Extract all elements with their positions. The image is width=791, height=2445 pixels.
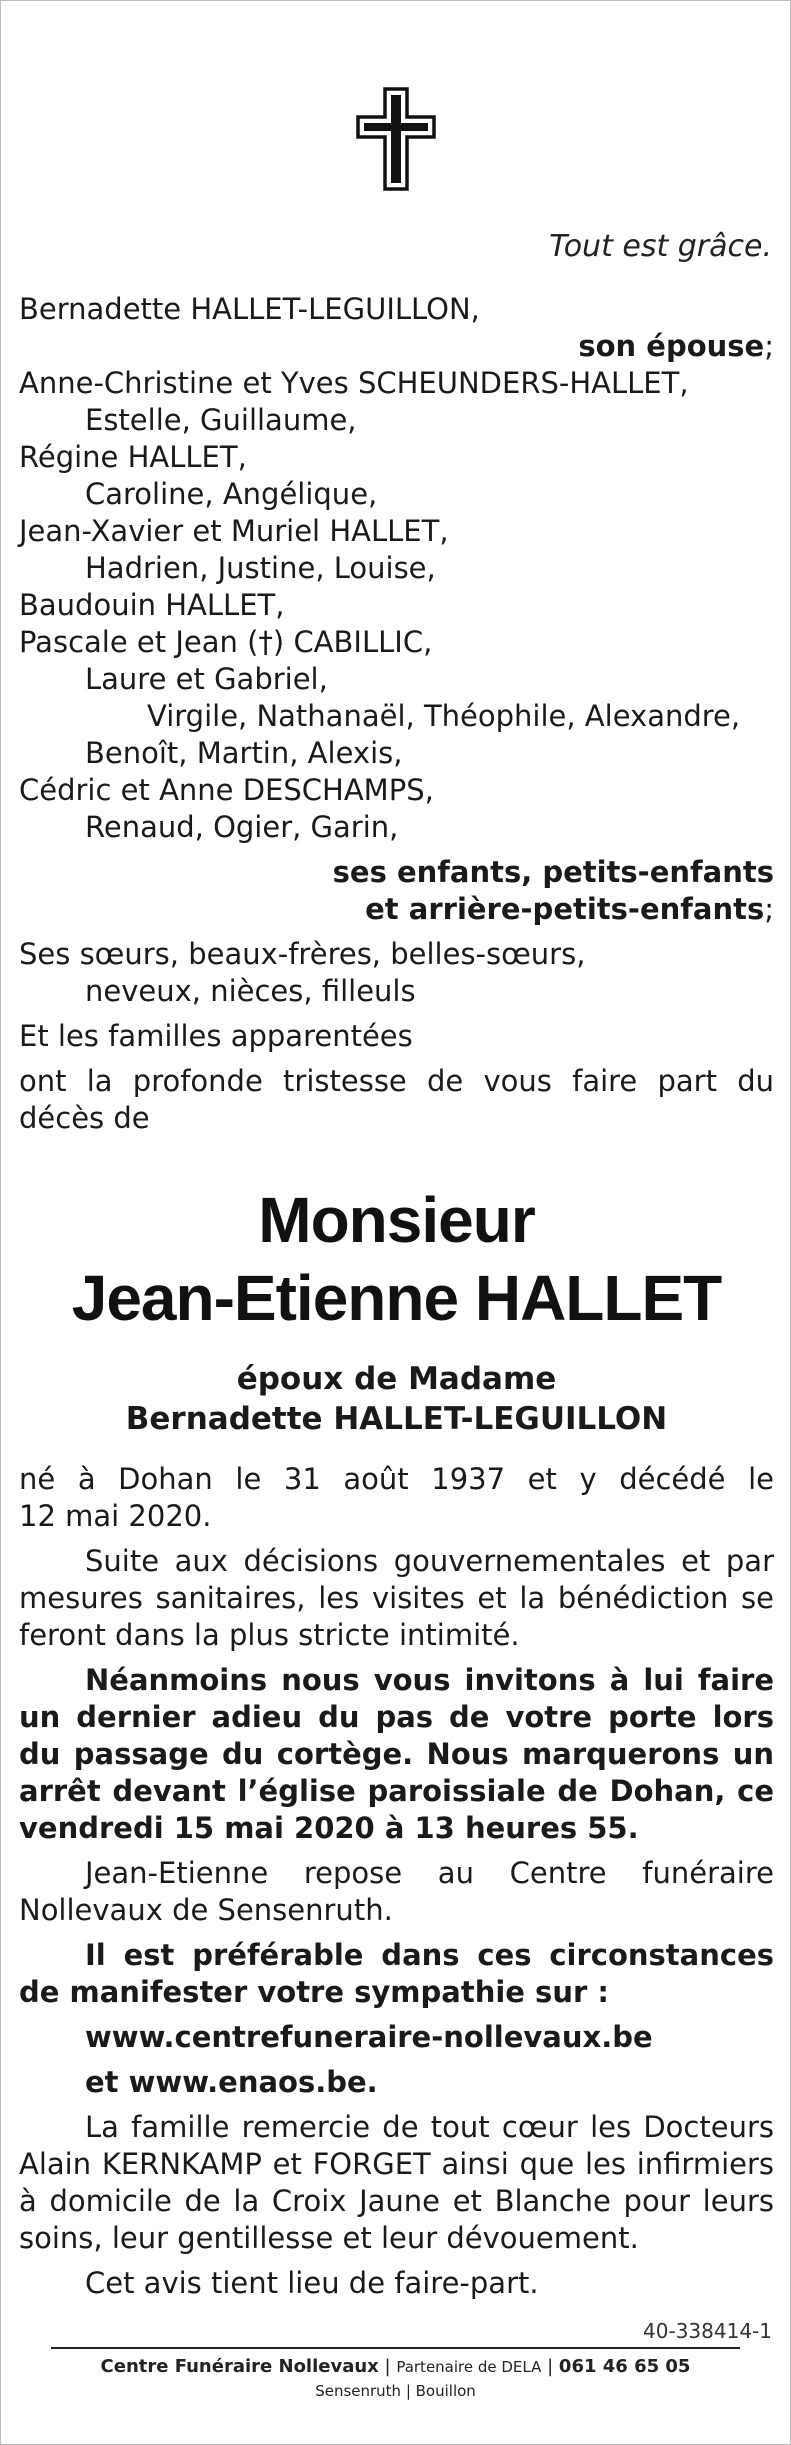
spouse-of-line: époux de Madame: [236, 1361, 557, 1397]
family-line: Cédric et Anne DESCHAMPS,: [19, 773, 434, 807]
funeral-home-location: Sensenruth | Bouillon: [315, 2382, 476, 2400]
family-line: Jean-Xavier et Muriel HALLET,: [19, 514, 449, 548]
siblings-line: neveux, nièces, filleuls: [85, 974, 416, 1008]
paragraph-closing: Cet avis tient lieu de faire-part.: [85, 2266, 539, 2300]
spouse-role: son épouse;: [578, 329, 774, 363]
family-line: Renaud, Ogier, Garin,: [85, 810, 399, 844]
paragraph-rest: Jean-Etienne repose au Centre funéraire Nollevaux de Sensenruth.: [19, 1856, 774, 1927]
funeral-home-name: Centre Funéraire Nollevaux: [100, 2356, 379, 2377]
family-line: Pascale et Jean (†) CABILLIC,: [19, 625, 433, 659]
cross-icon: [356, 87, 436, 191]
family-line: Estelle, Guillaume,: [85, 403, 357, 437]
partner-label: Partenaire de DELA: [396, 2358, 542, 2376]
family-line: Hadrien, Justine, Louise,: [85, 551, 436, 585]
deceased-name: Jean-Etienne HALLET: [71, 1262, 722, 1334]
paragraph-thanks: La famille remercie de tout cœur les Docteurs Alain KERNKAMP et FORGET ainsi que les infirmiers à domicile de la Croix Jaune et Blanche pour leurs soins, leur gentillesse et leur dévouement.: [19, 2110, 774, 2255]
family-line: Anne-Christine et Yves SCHEUNDERS-HALLET,: [19, 366, 689, 400]
reference-number: 40-338414-1: [643, 2319, 772, 2343]
funeral-home-footer: Centre Funéraire Nollevaux | Partenaire de DELA | 061 46 65 05 Sensenruth | Bouillon: [51, 2347, 740, 2403]
death-date-line: 12 mai 2020.: [19, 1499, 212, 1533]
phone-number[interactable]: 061 46 65 05: [558, 2356, 691, 2377]
obituary-body: [19, 291, 774, 2302]
grandchildren-role: et arrière-petits-enfants;: [365, 892, 774, 926]
family-line: Baudouin HALLET,: [19, 588, 285, 622]
family-line: Laure et Gabriel,: [85, 662, 328, 696]
paragraph-measures: Suite aux décisions gouvernementales et par mesures sanitaires, les visites et la bénédiction se feront dans la plus stricte intimité.: [19, 1544, 774, 1652]
relatives-line: Et les familles apparentées: [19, 1019, 413, 1053]
spouse-name: Bernadette HALLET-LEGUILLON,: [19, 292, 480, 326]
family-line: Caroline, Angélique,: [85, 477, 378, 511]
birth-line: né à Dohan le 31 août 1937 et y décédé le: [19, 1462, 774, 1496]
announcement-line: ont la profonde tristesse de vous faire part du: [19, 1064, 774, 1098]
family-line: Régine HALLET,: [19, 440, 247, 474]
siblings-line: Ses sœurs, beaux-frères, belles-sœurs,: [19, 937, 586, 971]
paragraph-sympathy: Il est préférable dans ces circonstances de manifester votre sympathie sur :: [19, 1938, 774, 2009]
website-link-2[interactable]: et www.enaos.be.: [85, 2065, 378, 2099]
paragraph-cortege: Néanmoins nous vous invitons à lui faire un dernier adieu du pas de votre porte lors du passage du cortège. Nous marquerons un arrêt devant l’église paroissiale de Dohan, ce vendredi 15 mai 2020 à 13 heures 55.: [19, 1663, 774, 1845]
website-link[interactable]: www.centrefuneraire-nollevaux.be: [85, 2020, 653, 2054]
deceased-title: Monsieur: [258, 1184, 535, 1256]
children-role: ses enfants, petits-enfants: [332, 855, 774, 889]
spouse-of-name: Bernadette HALLET-LEGUILLON: [125, 1401, 668, 1437]
family-line: Benoît, Martin, Alexis,: [85, 736, 403, 770]
family-line: Virgile, Nathanaël, Théophile, Alexandre,: [147, 699, 741, 733]
motto: Tout est grâce.: [549, 229, 772, 264]
announcement-line: décès de: [19, 1101, 150, 1135]
